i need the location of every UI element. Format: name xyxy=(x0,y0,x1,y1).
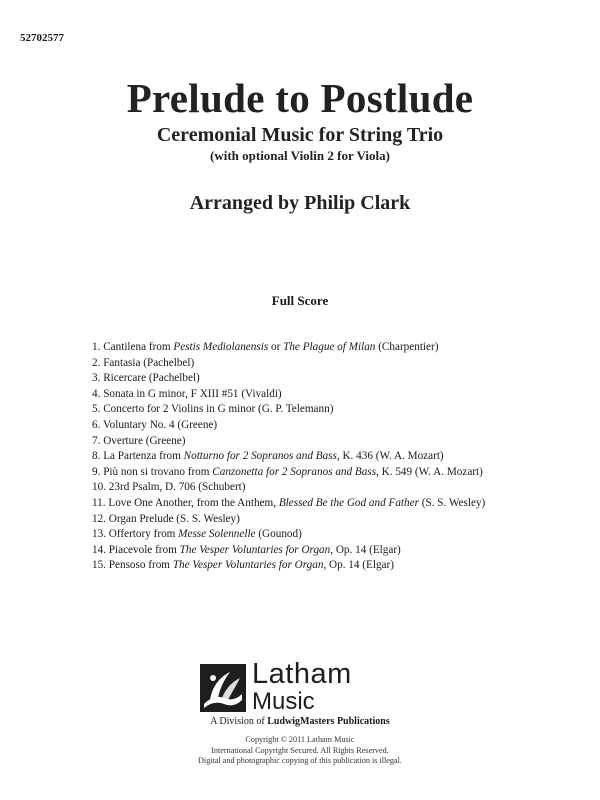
section-label: Full Score xyxy=(271,293,329,308)
list-item: 7. Overture (Greene) xyxy=(92,434,186,447)
list-item: 11. Love One Another, from the Anthem, Blessed Be the God and Father (S. S. Wesley) xyxy=(92,496,486,509)
publisher-logo xyxy=(200,658,400,715)
list-item: 2. Fantasia (Pachelbel) xyxy=(92,356,195,369)
list-item: 15. Pensoso from The Vesper Voluntaries for Organ, Op. 14 (Elgar) xyxy=(92,559,394,572)
list-item: 10. 23rd Psalm, D. 706 (Schubert) xyxy=(92,481,246,494)
subtitle-note: (with optional Violin 2 for Viola) xyxy=(210,148,390,163)
division-line: A Division of LudwigMasters Publications xyxy=(210,716,390,727)
logo-wordmark-line2: Music xyxy=(252,688,315,715)
list-item: 4. Sonata in G minor, F XIII #51 (Vivaldi) xyxy=(92,387,282,400)
list-item: 8. La Partenza from Notturno for 2 Sopranos and Bass, K. 436 (W. A. Mozart) xyxy=(92,450,444,463)
contents-list xyxy=(92,340,485,574)
copyright-block xyxy=(0,735,600,767)
list-item: 3. Ricercare (Pachelbel) xyxy=(92,372,200,385)
logo-wordmark-line1: Latham xyxy=(252,658,352,690)
subtitle: Ceremonial Music for String Trio xyxy=(156,124,444,146)
page-title: Prelude to Postlude xyxy=(126,75,474,121)
list-item: 12. Organ Prelude (S. S. Wesley) xyxy=(92,512,240,525)
copyright-line: International Copyright Secured. All Rights Reserved. xyxy=(211,745,389,755)
list-item: 9. Più non si trovano from Canzonetta for 2 Sopranos and Bass, K. 549 (W. A. Mozart) xyxy=(92,465,483,478)
latham-music-logo-icon xyxy=(200,664,246,712)
list-item: 6. Voluntary No. 4 (Greene) xyxy=(92,418,218,431)
copyright-line: Digital and photographic copying of this publication is illegal. xyxy=(198,756,402,765)
copyright-line: Copyright © 2011 Latham Music xyxy=(245,735,355,744)
list-item: 13. Offertory from Messe Solennelle (Gounod) xyxy=(92,528,302,541)
arranger-credit: Arranged by Philip Clark xyxy=(189,192,411,214)
list-item: 14. Piacevole from The Vesper Voluntaries for Organ, Op. 14 (Elgar) xyxy=(92,543,401,556)
catalog-number: 52702577 xyxy=(20,32,64,44)
list-item: 1. Cantilena from Pestis Mediolanensis or The Plague of Milan (Charpentier) xyxy=(92,341,439,353)
list-item: 5. Concerto for 2 Violins in G minor (G. P. Telemann) xyxy=(92,403,334,416)
